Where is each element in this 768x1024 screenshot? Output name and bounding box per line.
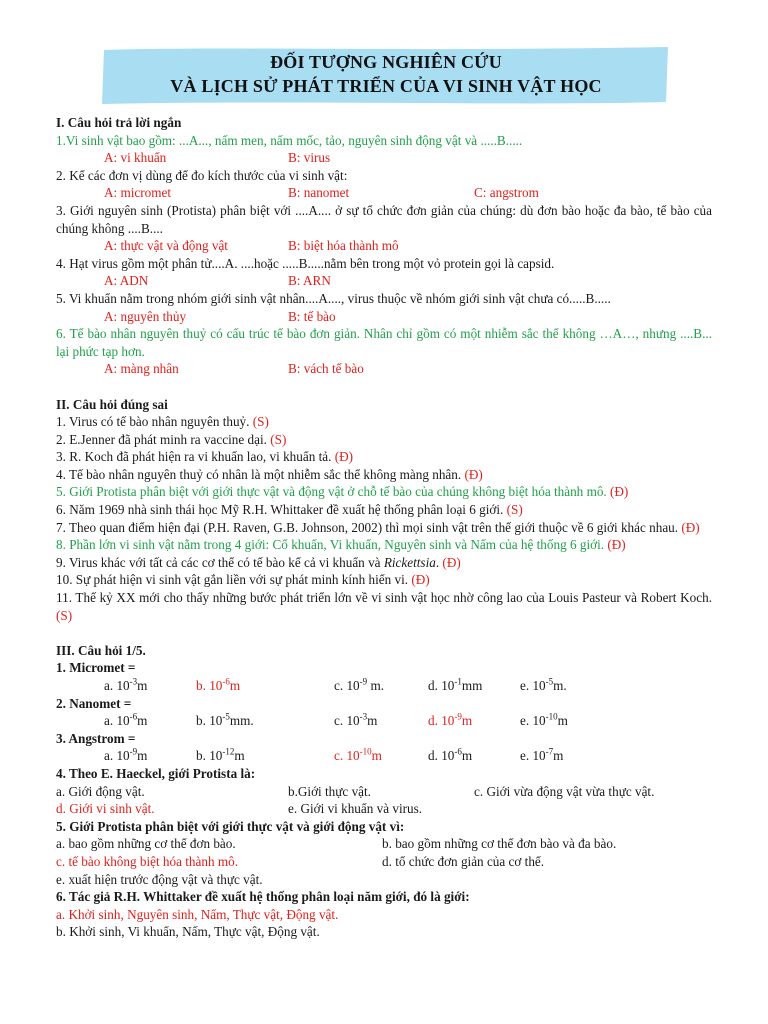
title-line-2: VÀ LỊCH SỬ PHÁT TRIỂN CỦA VI SINH VẬT HỌC [170, 76, 602, 96]
s3-q2-stem: 2. Nanomet = [56, 695, 132, 711]
s3-q2-option-c: c. $10^{-3}m$ [334, 711, 378, 729]
s3-q1-options [56, 677, 712, 695]
tf-item-6-mark: (S) [506, 502, 523, 518]
tf-item-10-mark: (Đ) [411, 572, 430, 588]
s1-q2-text: 2. Kể các đơn vị dùng để đo kích thước của vi sinh vật: [56, 167, 348, 183]
tf-item-3-text: 3. R. Koch đã phát hiện ra vi khuẩn lao, vi khuẩn tả. [56, 449, 332, 465]
s3-q4-stem: 4. Theo E. Haeckel, giới Protista là: [56, 765, 256, 781]
s1-q6-answer-a: A: màng nhân [104, 361, 179, 377]
tf-item-9 [56, 554, 712, 572]
section-1-heading: I. Câu hỏi trả lời ngắn [56, 115, 182, 130]
s3-q4-options-row2 [56, 800, 712, 818]
s3-q6-stem: 6. Tác giả R.H. Whittaker đề xuất hệ thống phân loại năm giới, đó là giới: [56, 889, 470, 905]
s3-q4-option-b: b.Giới thực vật. [288, 783, 371, 799]
s3-q2-option-b: b. $10^{-5}mm$. [196, 711, 254, 729]
tf-item-4-mark: (Đ) [464, 466, 483, 482]
s1-q2-answer-b: B: nanomet [288, 185, 350, 201]
tf-item-2-text: 2. E.Jenner đã phát minh ra vaccine dại. [56, 431, 267, 447]
s3-q6-option-b: b. Khởi sinh, Vi khuẩn, Nấm, Thực vật, Động vật. [56, 924, 320, 940]
tf-item-9-italic: Rickettsia [383, 554, 436, 570]
s1-q5-answer-b: B: tế bào [288, 308, 336, 324]
tf-item-8-text: 8. Phần lớn vi sinh vật nằm trong 4 giới: Cổ khuẩn, Vi khuẩn, Nguyên sinh và Nấm của hệ thống 6 giới. [56, 537, 605, 553]
tf-item-9-end: . [435, 554, 440, 570]
tf-item-5-mark: (Đ) [610, 484, 629, 500]
tf-item-9-mark: (Đ) [442, 554, 461, 570]
s3-q6-option-a: a. Khởi sinh, Nguyên sinh, Nấm, Thực vật, Động vật. [56, 906, 339, 922]
s1-q4-text: 4. Hạt virus gồm một phân tử....A. ....hoặc .....B.....nằm bên trong một vỏ protein gọi là capsid. [56, 255, 555, 271]
s1-q2-answers [56, 184, 712, 202]
section-2-heading: II. Câu hỏi đúng sai [56, 396, 168, 412]
tf-item-1-mark: (S) [252, 414, 269, 430]
tf-item-11 [56, 589, 712, 624]
tf-item-7 [56, 519, 712, 537]
s1-q5-answer-a: A: nguyên thủy [104, 308, 187, 324]
s1-q2-answer-a: A: micromet [104, 185, 172, 201]
tf-item-8 [56, 536, 712, 554]
s3-q5-stem: 5. Giới Protista phân biệt với giới thực vật và giới động vật vì: [56, 818, 405, 834]
s3-q3-options [56, 747, 712, 765]
s3-q1-option-b: b. $10^{-6}m$ [196, 676, 241, 693]
s3-q4-option-d: d. Giới vi sinh vật. [56, 801, 155, 817]
tf-item-10 [56, 571, 712, 589]
s3-q5-option-d: d. tổ chức đơn giản của cơ thể. [382, 853, 545, 869]
tf-item-3 [56, 448, 712, 466]
tf-item-7-mark: (Đ) [681, 519, 700, 535]
tf-item-4 [56, 466, 712, 484]
title-line-1: ĐỐI TƯỢNG NGHIÊN CỨU [270, 52, 502, 72]
tf-item-5-text: 5. Giới Protista phân biệt với giới thực vật và động vật ở chỗ tế bào của chúng không biệt hóa thành mô. [56, 484, 607, 500]
s1-q3-answer-a: A: thực vật và động vật [104, 238, 228, 254]
tf-item-1-text: 1. Virus có tế bào nhân nguyên thuỷ. [56, 414, 250, 430]
s1-q5-answers [56, 308, 712, 326]
tf-item-11-mark: (S) [56, 607, 73, 623]
s1-q3-text: 3. Giới nguyên sinh (Protista) phân biệt với ....A.... ở sự tổ chức đơn giản của chúng: dù đơn bào hoặc đa bào, tế bào của chúng không ....B.... [56, 202, 712, 236]
s3-q5-option-c: c. tế bào không biệt hóa thành mô. [56, 853, 239, 869]
s3-q1-option-c: c. $10^{-9}$ m. [334, 676, 384, 693]
s3-q4-option-e: e. Giới vi khuẩn và virus. [288, 801, 423, 817]
s3-q1-option-e: e. $10^{-5}m$. [520, 676, 567, 693]
s3-q1-option-a: a. $10^{-3}m$ [104, 676, 148, 693]
tf-item-2 [56, 431, 712, 449]
s1-q1-answers [56, 149, 712, 167]
document-body [56, 114, 712, 941]
s1-q6-text: 6. Tế bào nhân nguyên thuỷ có cấu trúc tế bào đơn giản. Nhân chỉ gồm có một nhiễm sắc thể không …A…, nhưng ....B... lại phức tạp hơn. [56, 326, 712, 359]
s1-q6-answer-b: B: vách tế bào [288, 361, 364, 377]
title-banner [100, 44, 672, 106]
tf-item-6-text: 6. Năm 1969 nhà sinh thái học Mỹ R.H. Whittaker đề xuất hệ thống phân loại 6 giới. [56, 502, 504, 518]
s1-q5-text: 5. Vi khuẩn nằm trong nhóm giới sinh vật nhân....A...., virus thuộc về nhóm giới sinh vật chưa có.....B..... [56, 290, 611, 306]
s3-q2-option-d: d. $10^{-9}m$ [428, 711, 473, 729]
s1-q1-answer-a: A: vi khuẩn [104, 150, 167, 166]
s3-q3-option-e: e. $10^{-7}m$ [520, 746, 564, 764]
s3-q5-option-b: b. bao gồm những cơ thể đơn bào và đa bào. [382, 836, 617, 852]
tf-item-4-text: 4. Tế bào nhân nguyên thuỷ có nhân là một nhiễm sắc thể không màng nhân. [56, 466, 462, 482]
s1-q3-answer-b: B: biệt hóa thành mô [288, 238, 399, 254]
tf-item-7-text: 7. Theo quan điểm hiện đại (P.H. Raven, G.B. Johnson, 2002) thì mọi sinh vật trên thế giới thuộc về 6 giới khác nhau. [56, 519, 679, 535]
s3-q5-option-e: e. xuất hiện trước động vật và thực vật. [56, 871, 263, 887]
tf-item-2-mark: (S) [270, 431, 287, 447]
s3-q5-options-row1 [56, 835, 712, 853]
s1-q2-answer-c: C: angstrom [474, 185, 539, 201]
s3-q3-option-b: b. $10^{-12}m$ [196, 746, 245, 764]
s3-q1-stem: 1. Micromet = [56, 660, 136, 676]
tf-item-10-text: 10. Sự phát hiện vi sinh vật gắn liền với sự phát minh kính hiển vi. [56, 572, 409, 588]
s3-q4-options-row1 [56, 783, 712, 801]
tf-item-1 [56, 413, 712, 431]
s3-q5-options-row2 [56, 853, 712, 871]
s3-q1-option-d: d. $10^{-1}mm$ [428, 676, 483, 693]
s1-q4-answer-a: A: ADN [104, 273, 149, 289]
s3-q2-option-e: e. $10^{-10}m$ [520, 711, 568, 729]
s1-q3-answers [56, 237, 712, 255]
s3-q4-option-c: c. Giới vừa động vật vừa thực vật. [474, 783, 655, 799]
s3-q4-option-a: a. Giới động vật. [56, 783, 145, 799]
s3-q3-option-d: d. $10^{-6}m$ [428, 746, 473, 764]
s1-q6-answers [56, 360, 712, 378]
s1-q4-answers [56, 272, 712, 290]
s3-q3-stem: 3. Angstrom = [56, 730, 136, 746]
s3-q3-option-a: a. $10^{-9}m$ [104, 746, 148, 764]
s1-q4-answer-b: B: ARN [288, 273, 331, 289]
tf-item-11-text: 11. Thế kỷ XX mới cho thấy những bước phát triển lớn về vi sinh vật học nhờ công lao của Louis Pasteur và Robert Koch. [56, 590, 712, 606]
tf-item-6 [56, 501, 712, 519]
s3-q3-option-c: c. $10^{-10}m$ [334, 746, 382, 764]
tf-item-9-text: 9. Virus khác với tất cả các cơ thể có tế bào kể cả vi khuẩn và [56, 554, 381, 570]
s1-q1-answer-b: B: virus [288, 150, 331, 166]
section-3-heading: III. Câu hỏi 1/5. [56, 642, 146, 658]
s3-q2-options [56, 712, 712, 730]
tf-item-8-mark: (Đ) [607, 537, 626, 553]
tf-item-5 [56, 483, 712, 501]
s1-q1-text: 1.Vi sinh vật bao gồm: ...A..., nấm men, nấm mốc, tảo, nguyên sinh động vật và .....B..... [56, 132, 523, 148]
s3-q5-option-a: a. bao gồm những cơ thể đơn bào. [56, 836, 236, 852]
s3-q2-option-a: a. $10^{-6}m$ [104, 711, 148, 729]
tf-item-3-mark: (Đ) [334, 449, 354, 465]
